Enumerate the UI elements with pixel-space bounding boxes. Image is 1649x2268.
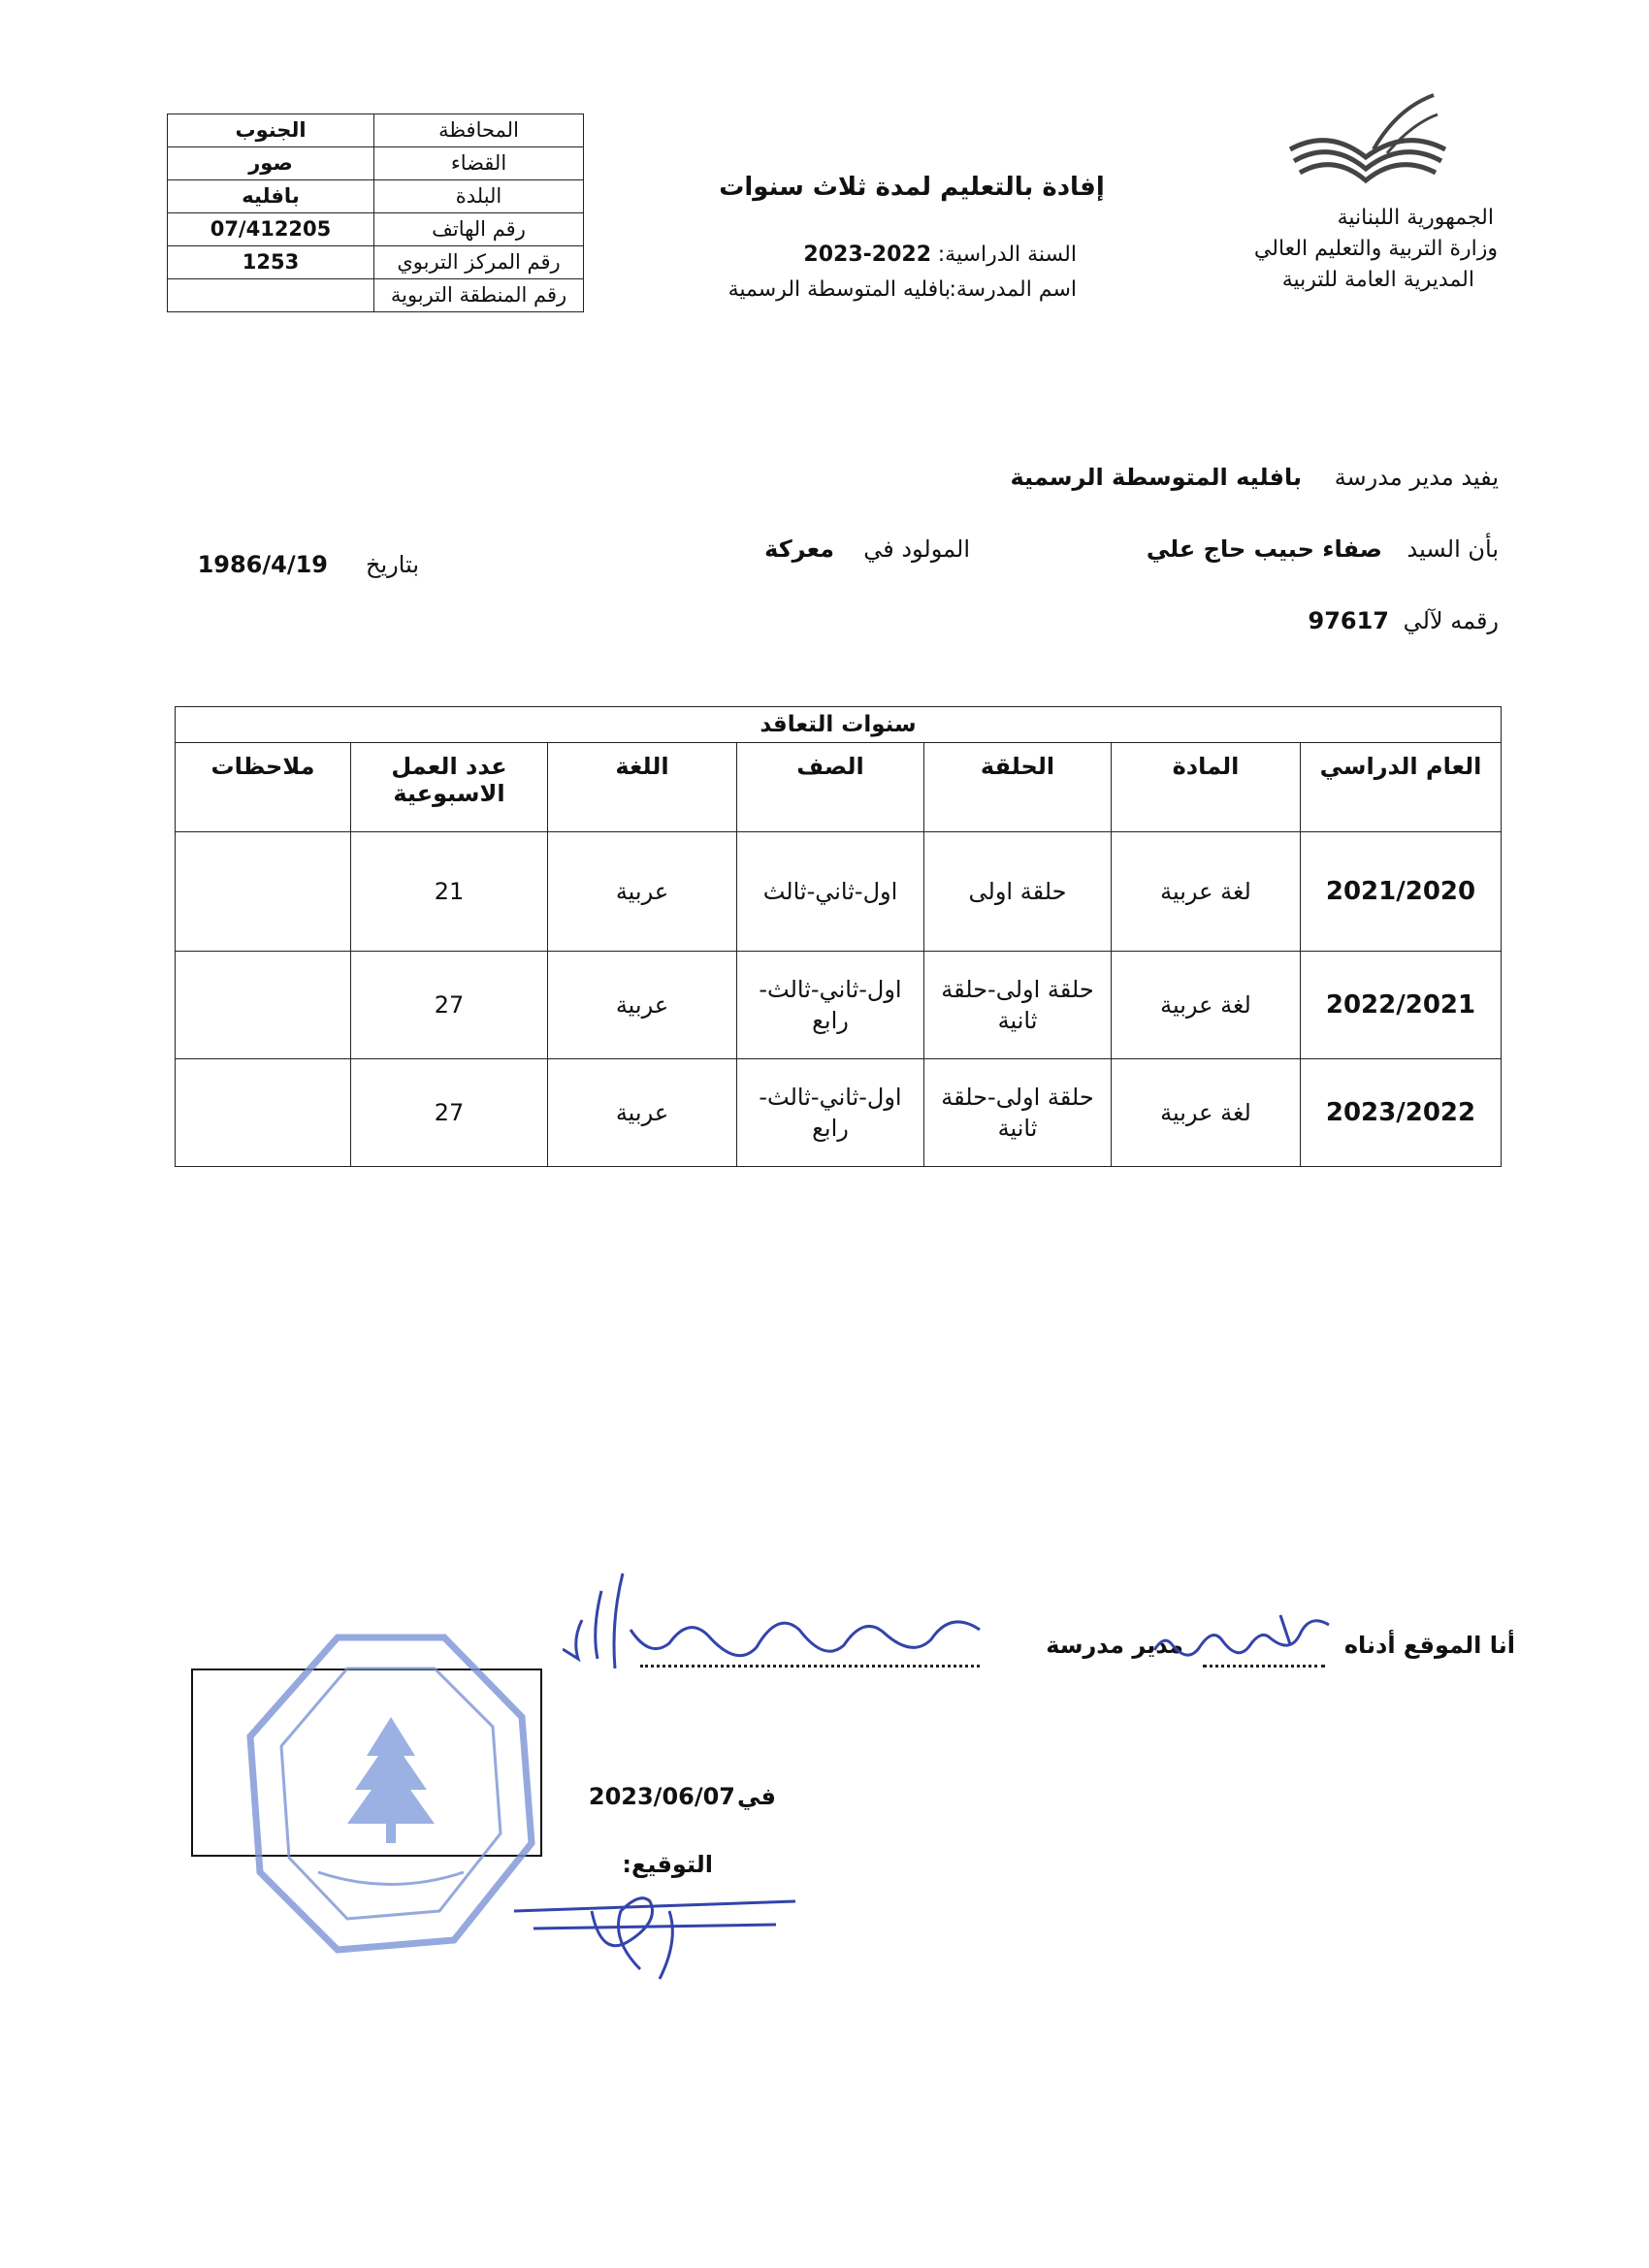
header-directorate: المديرية العامة للتربية	[1281, 268, 1474, 292]
header-cycle: الحلقة	[924, 743, 1112, 832]
handwritten-school-signature	[563, 1562, 989, 1688]
person-name: صفاء حبيب حاج علي	[1146, 535, 1382, 563]
director-label: مدير مدرسة	[1046, 1632, 1183, 1659]
table-row: 2022/2021 لغة عربية حلقة اولى-حلقة ثانية اول-ثاني-ثالث- رابع عربية 27	[176, 952, 1502, 1059]
school-year-label: السنة الدراسية:	[937, 243, 1077, 267]
table-row: 2021/2020 لغة عربية حلقة اولى اول-ثاني-ثالث عربية 21	[176, 832, 1502, 952]
header-hours: عدد العمل الاسبوعية	[351, 743, 548, 832]
table-row: 2023/2022 لغة عربية حلقة اولى-حلقة ثانية اول-ثاني-ثالث- رابع عربية 27	[176, 1059, 1502, 1167]
header-grade: الصف	[737, 743, 924, 832]
info-row-zone-number: رقم المنطقة التربوية	[168, 279, 584, 312]
school-name-value: بافليه المتوسطة الرسمية	[728, 277, 951, 302]
header-ministry: وزارة التربية والتعليم العالي	[1253, 237, 1498, 261]
signature-label: التوقيع:	[622, 1851, 713, 1878]
birth-date: 1986/4/19	[197, 551, 328, 578]
header-language: اللغة	[548, 743, 737, 832]
info-row-governorate: المحافظة الجنوب	[168, 114, 584, 147]
cedar-stamp-icon	[231, 1630, 551, 1960]
person-label: بأن السيد	[1406, 535, 1499, 563]
id-value: 97617	[1308, 607, 1389, 634]
director-signature	[514, 1882, 805, 1989]
id-label: رقمه لآلي	[1403, 607, 1499, 634]
date-label: بتاريخ	[366, 551, 419, 578]
header-year: العام الدراسي	[1301, 743, 1502, 832]
school-info-table	[167, 113, 584, 312]
info-row-center-number: رقم المركز التربوي 1253	[168, 246, 584, 279]
contract-table-header	[176, 743, 1502, 832]
info-row-town: البلدة بافليه	[168, 180, 584, 213]
header-republic: الجمهورية اللبنانية	[1337, 206, 1494, 230]
born-place: معركة	[764, 535, 834, 563]
contract-table-caption: سنوات التعاقد	[176, 707, 1502, 743]
school-year-value: 2023-2022	[803, 243, 931, 267]
open-book-icon	[1280, 89, 1455, 186]
footer-date-value: 2023/06/07	[588, 1783, 735, 1810]
school-name-label: اسم المدرسة:	[949, 277, 1077, 302]
born-label: المولود في	[863, 535, 970, 563]
footer-date-label: في	[737, 1783, 776, 1810]
contract-years-table	[175, 706, 1502, 1167]
info-row-phone: رقم الهاتف 07/412205	[168, 213, 584, 246]
info-row-district: القضاء صور	[168, 147, 584, 180]
intro-school: بافليه المتوسطة الرسمية	[1010, 464, 1302, 491]
document-title: إفادة بالتعليم لمدة ثلاث سنوات	[719, 173, 1105, 202]
header-notes: ملاحظات	[176, 743, 351, 832]
undersigned-label: أنا الموقع أدناه	[1343, 1632, 1515, 1659]
handwritten-name-signature	[1145, 1605, 1348, 1673]
intro-label: يفيد مدير مدرسة	[1334, 464, 1499, 491]
header-subject: المادة	[1112, 743, 1301, 832]
